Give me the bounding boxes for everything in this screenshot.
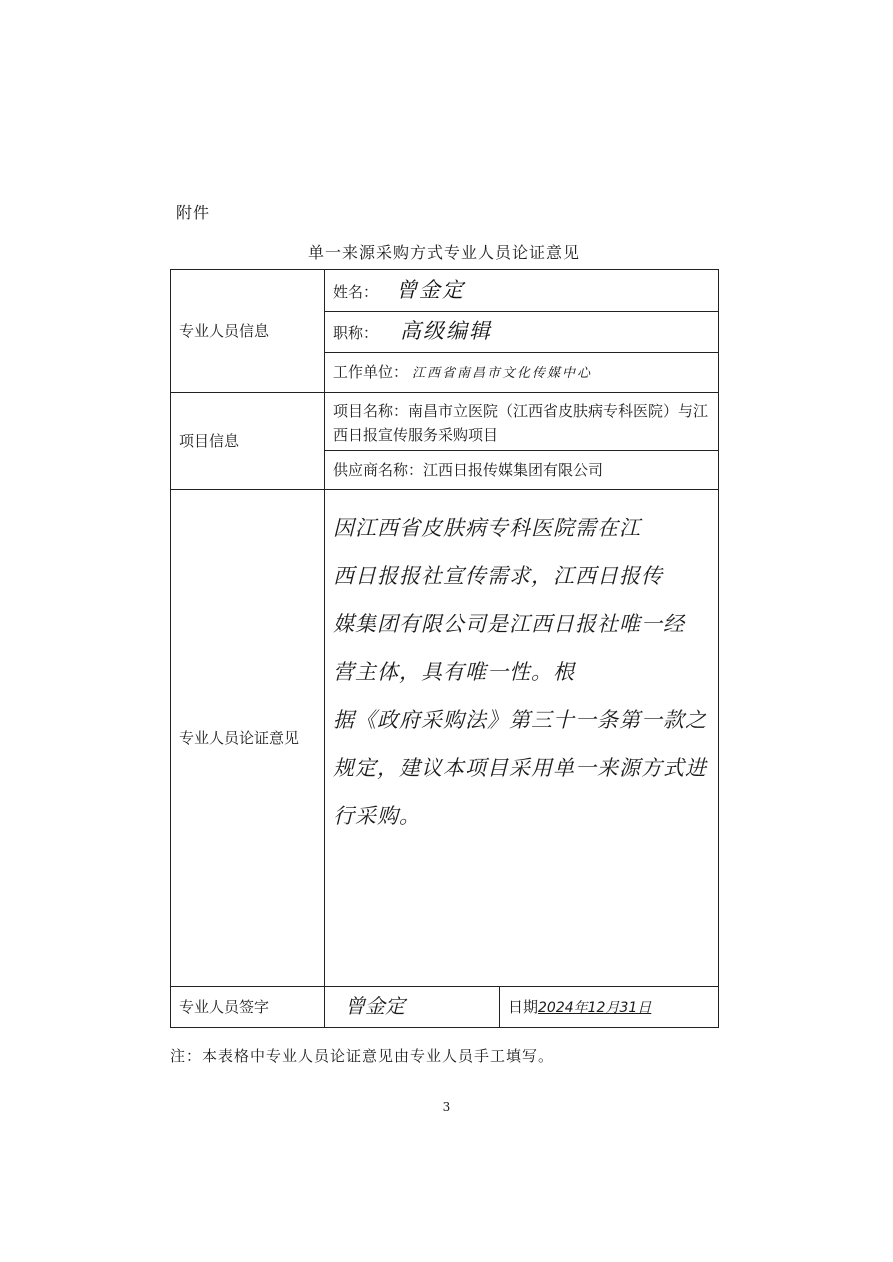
date-value: 2024年12月31日: [538, 999, 652, 1016]
opinion-line: 因江西省皮肤病专科医院需在江: [333, 516, 641, 540]
page-number: 3: [442, 1100, 451, 1114]
opinion-line: 规定，建议本项目采用单一来源方式进: [333, 756, 707, 780]
unit-value: 江西省南昌市文化传媒中心: [412, 365, 593, 381]
project-info-label: 项目信息: [171, 393, 325, 490]
project-name-value: 南昌市立医院（江西省皮肤病专科医院）与江西日报宣传服务采购项目: [333, 401, 709, 444]
title-value: 高级编辑: [400, 319, 493, 343]
opinion-line: 营主体，具有唯一性。根: [333, 660, 575, 684]
name-label: 姓名：: [333, 282, 379, 301]
project-name-row: [325, 393, 719, 451]
opinion-line: 媒集团有限公司是江西日报社唯一经: [333, 612, 685, 636]
name-row: [325, 270, 719, 312]
opinion-form: [170, 269, 719, 1028]
opinion-line: 行采购。: [333, 804, 421, 828]
opinion-label: 专业人员论证意见: [171, 490, 325, 987]
opinion-line: 西日报报社宣传需求，江西日报传: [333, 564, 663, 588]
opinion-line: 据《政府采购法》第三十一条第一款之: [333, 708, 707, 732]
signature-cell: [325, 987, 500, 1028]
opinion-text: [325, 490, 719, 987]
unit-label: 工作单位：: [333, 362, 409, 381]
attachment-label: 附件: [176, 203, 211, 222]
title-label: 职称：: [333, 324, 379, 342]
signature-value: 曾金定: [345, 994, 405, 1018]
date-cell: [500, 987, 719, 1028]
title-row: [325, 312, 719, 353]
form-title: 单一来源采购方式专业人员论证意见: [307, 243, 580, 262]
footnote: 注：本表格中专业人员论证意见由专业人员手工填写。: [170, 1047, 555, 1065]
supplier-row: [325, 451, 719, 490]
signature-label: 专业人员签字: [171, 987, 325, 1028]
name-value: 曾金定: [396, 277, 466, 302]
unit-row: [325, 353, 719, 393]
supplier-label: 供应商名称：: [333, 461, 424, 479]
expert-info-label: 专业人员信息: [171, 270, 325, 393]
supplier-value: 江西日报传媒集团有限公司: [423, 461, 604, 479]
project-name-label: 项目名称：: [333, 401, 409, 420]
date-label: 日期: [508, 997, 539, 1016]
